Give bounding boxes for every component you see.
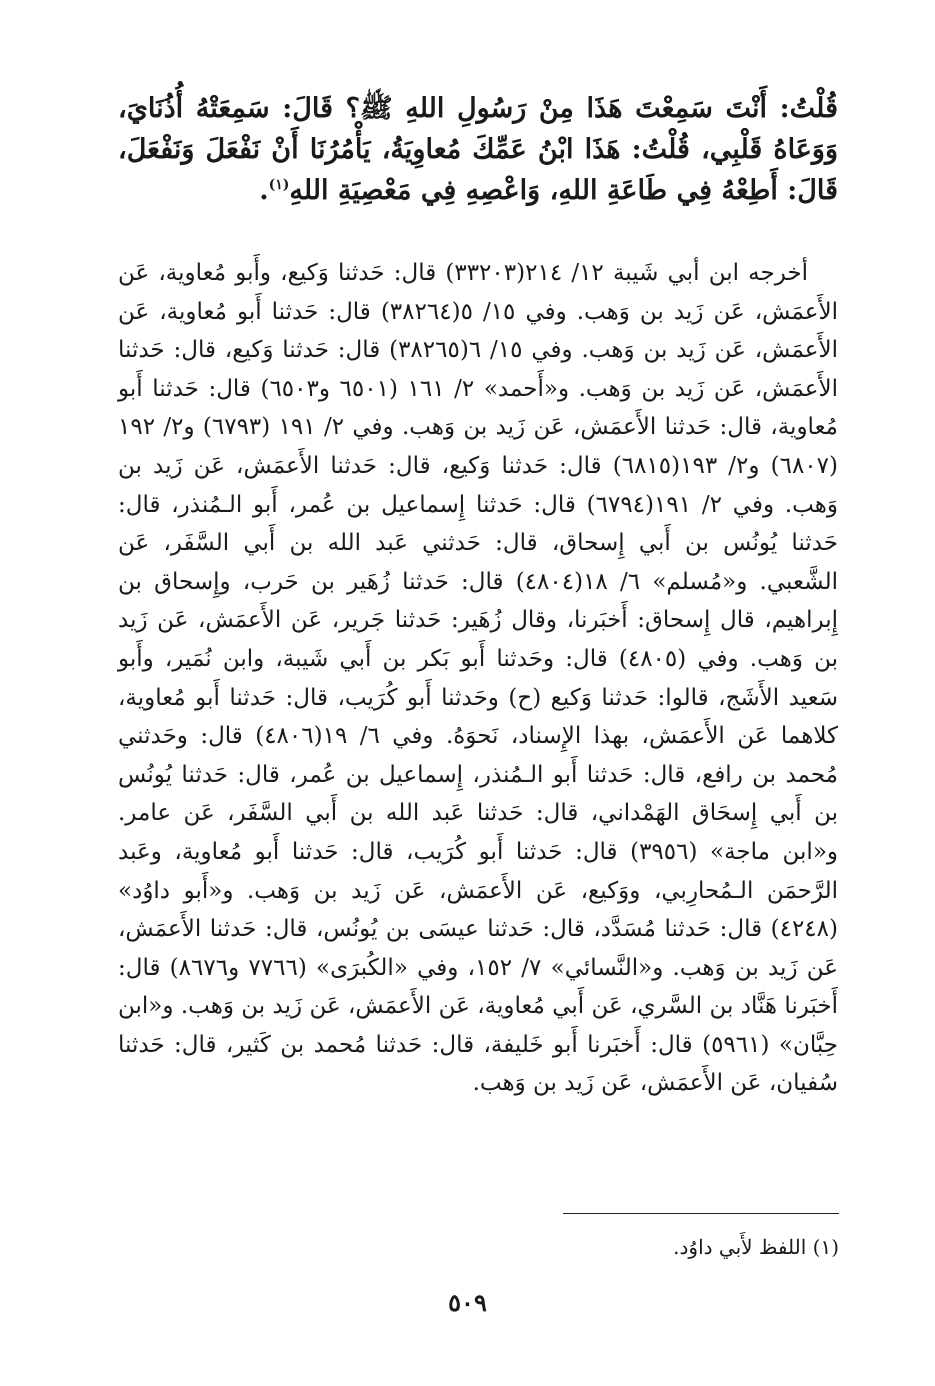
page-number: ٥٠٩	[448, 1288, 487, 1317]
hadith-text: قُلْتُ: أَنْتَ سَمِعْتَ هَذَا مِنْ رَسُولِ اللهِ ﷺ؟ قَالَ: سَمِعَتْهُ أُذُنَايَ، وَوَعَاهُ قَلْبِي، قُلْتُ: هَذَا ابْنُ عَمِّكَ مُعاوِيَةُ، يَأْمُرُنَا أَنْ نَفْعَلَ وَنَفْعَلَ، قَالَ: أَطِعْهُ فِي طَاعَةِ اللهِ، وَاعْصِهِ فِي مَعْصِيَةِ اللهِ	[118, 93, 838, 206]
footnote-separator	[563, 1213, 839, 1214]
takhrij-paragraph: أخرجه ابن أبي شَيبة ١٢/ ٢١٤(٣٣٢٠٣) قال: حَدثنا وَكيع، وأَبو مُعاوية، عَن الأَعمَش، عَن زَيد بن وَهب. وفي ١٥/ ٥(٣٨٢٦٤) قال: حَدثنا أَبو مُعاوية، عَن الأَعمَش، عَن زَيد بن وَهب. وفي ١٥/ ٦(٣٨٢٦٥) قال: حَدثنا وَكيع، قال: حَدثنا الأَعمَش، عَن زَيد بن وَهب. و«أَحمد» ٢/ ١٦١ (٦٥٠١ و٦٥٠٣) قال: حَدثنا أَبو مُعاوية، قال: حَدثنا الأَعمَش، عَن زَيد بن وَهب. وفي ٢/ ١٩١ (٦٧٩٣) و٢/ ١٩٢ (٦٨٠٧) و٢/ ١٩٣(٦٨١٥) قال: حَدثنا وَكيع، قال: حَدثنا الأَعمَش، عَن زَيد بن وَهب. وفي ٢/ ١٩١(٦٧٩٤) قال: حَدثنا إِسماعيل بن عُمر، أَبو الـمُنذر، قال: حَدثنا يُونُس بن أَبي إِسحاق، قال: حَدثني عَبد الله بن أَبي السَّفَر، عَن الشَّعبي. و«مُسلم» ٦/ ١٨(٤٨٠٤) قال: حَدثنا زُهَير بن حَرب، وإِسحاق بن إِبراهيم، قال إِسحاق: أَخبَرنا، وقال زُهَير: حَدثنا جَرير، عَن الأَعمَش، عَن زَيد بن وَهب. وفي (٤٨٠٥) قال: وحَدثنا أَبو بَكر بن أَبي شَيبة، وابن نُمَير، وأَبو سَعيد الأَشَج، قالوا: حَدثنا وَكيع (ح) وحَدثنا أَبو كُرَيب، قال: حَدثنا أَبو مُعاوية، كلاهما عَن الأَعمَش، بهذا الإِسناد، نَحوَهُ. وفي ٦/ ١٩(٤٨٠٦) قال: وحَدثني مُحمد بن رافع، قال: حَدثنا أَبو الـمُنذر، إِسماعيل بن عُمر، قال: حَدثنا يُونُس بن أَبي إِسحَاق الهَمْداني، قال: حَدثنا عَبد الله بن أَبي السَّفَر، عَن عامر. و«ابن ماجة» (٣٩٥٦) قال: حَدثنا أَبو كُرَيب، قال: حَدثنا أَبو مُعاوية، وعَبد الرَّحمَن الـمُحارِبي، ووَكيع، عَن الأَعمَش، عَن زَيد بن وَهب. و«أَبو داوُد» (٤٢٤٨) قال: حَدثنا مُسَدَّد، قال: حَدثنا عيسَى بن يُونُس، قال: حَدثنا الأَعمَش، عَن زَيد بن وَهب. و«النَّسائي» ٧/ ١٥٢، وفي «الكُبرَى» (٧٧٦٦ و٨٦٧٦) قال: أَخبَرنا هَنَّاد بن السَّري، عَن أَبي مُعاوية، عَن الأَعمَش، عَن زَيد بن وَهب. و«ابن حِبَّان» (٥٩٦١) قال: أَخبَرنا أَبو خَليفة، قال: حَدثنا مُحمد بن كَثير، قال: حَدثنا سُفيان، عَن الأَعمَش، عَن زَيد بن وَهب.	[118, 260, 839, 1097]
hadith-text-block	[118, 88, 838, 211]
footnote-1: (١) اللفظ لأَبي داوُد.	[673, 1235, 839, 1259]
footnote-reference[interactable]: (١)	[268, 177, 290, 193]
hadith-closing-mark: .	[259, 175, 269, 206]
